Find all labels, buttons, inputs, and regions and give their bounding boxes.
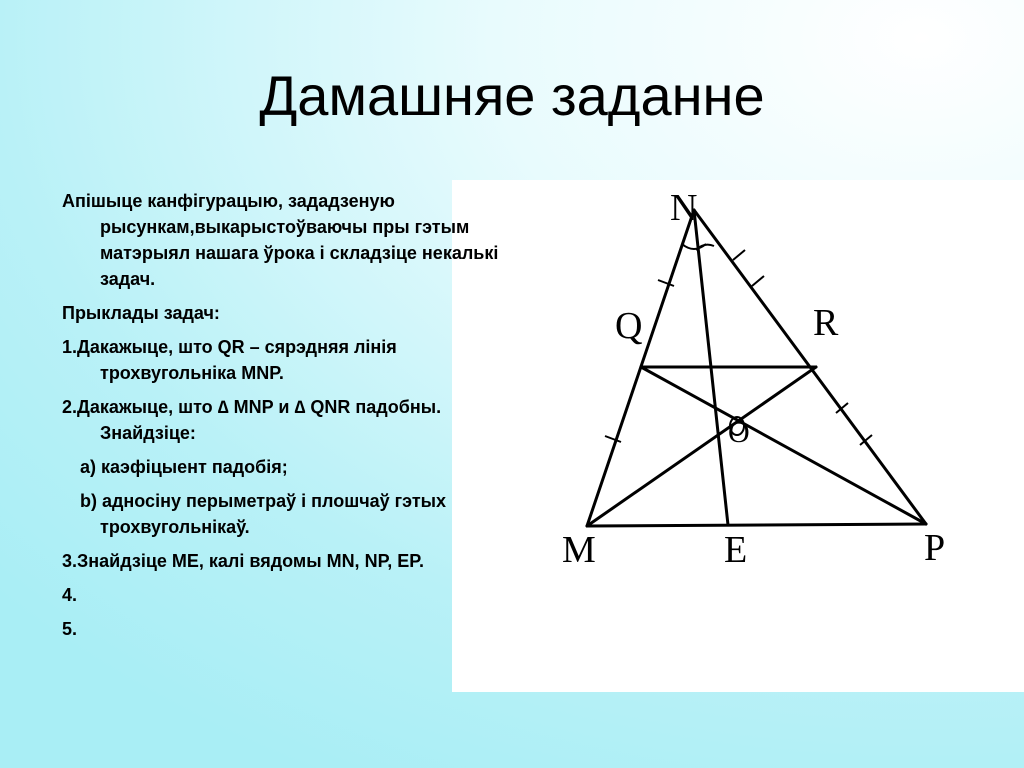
task-text-block [62,188,502,650]
tick-mark [752,276,764,286]
label-E: E [724,529,748,571]
examples-heading: Прыклады задач: [62,303,220,323]
label-N: N [670,187,698,229]
geometry-figure-panel [452,180,1024,692]
slide-title: Дамашняе заданне [259,64,765,127]
label-O: O [728,416,750,449]
task-2b: b) адносіну перыметраў і плошчаў гэтых трохвугольнікаў. [80,491,447,537]
label-R: R [813,302,839,344]
task-1: 1.Дакажыце, што QR – сярэдняя лінія трохвугольніка MNP. [62,337,397,383]
label-Q: Q [615,305,643,347]
task-intro: Апішыце канфігурацыю, зададзеную рысункам,выкарыстоўваючы пры гэтым матэрыял нашага ўрока і складзіце некалькі задач. [62,191,499,289]
tick-mark [733,250,745,260]
task-2: 2.Дакажыце, што ∆ MNP и ∆ QNR падобны. Знайдзіце: [62,397,442,443]
side-MP [587,524,926,526]
tick-mark [658,280,674,286]
triangle-figure [452,180,1024,692]
task-3: 3.Знайдзіце ME, калі вядомы MN, NP, EP. [62,551,424,571]
label-M: M [562,529,596,571]
segment-MR [587,367,816,526]
task-5: 5. [62,619,78,639]
task-4: 4. [62,585,78,605]
task-2a: a) каэфіцыент падобія; [80,457,288,477]
label-P: P [924,527,946,569]
